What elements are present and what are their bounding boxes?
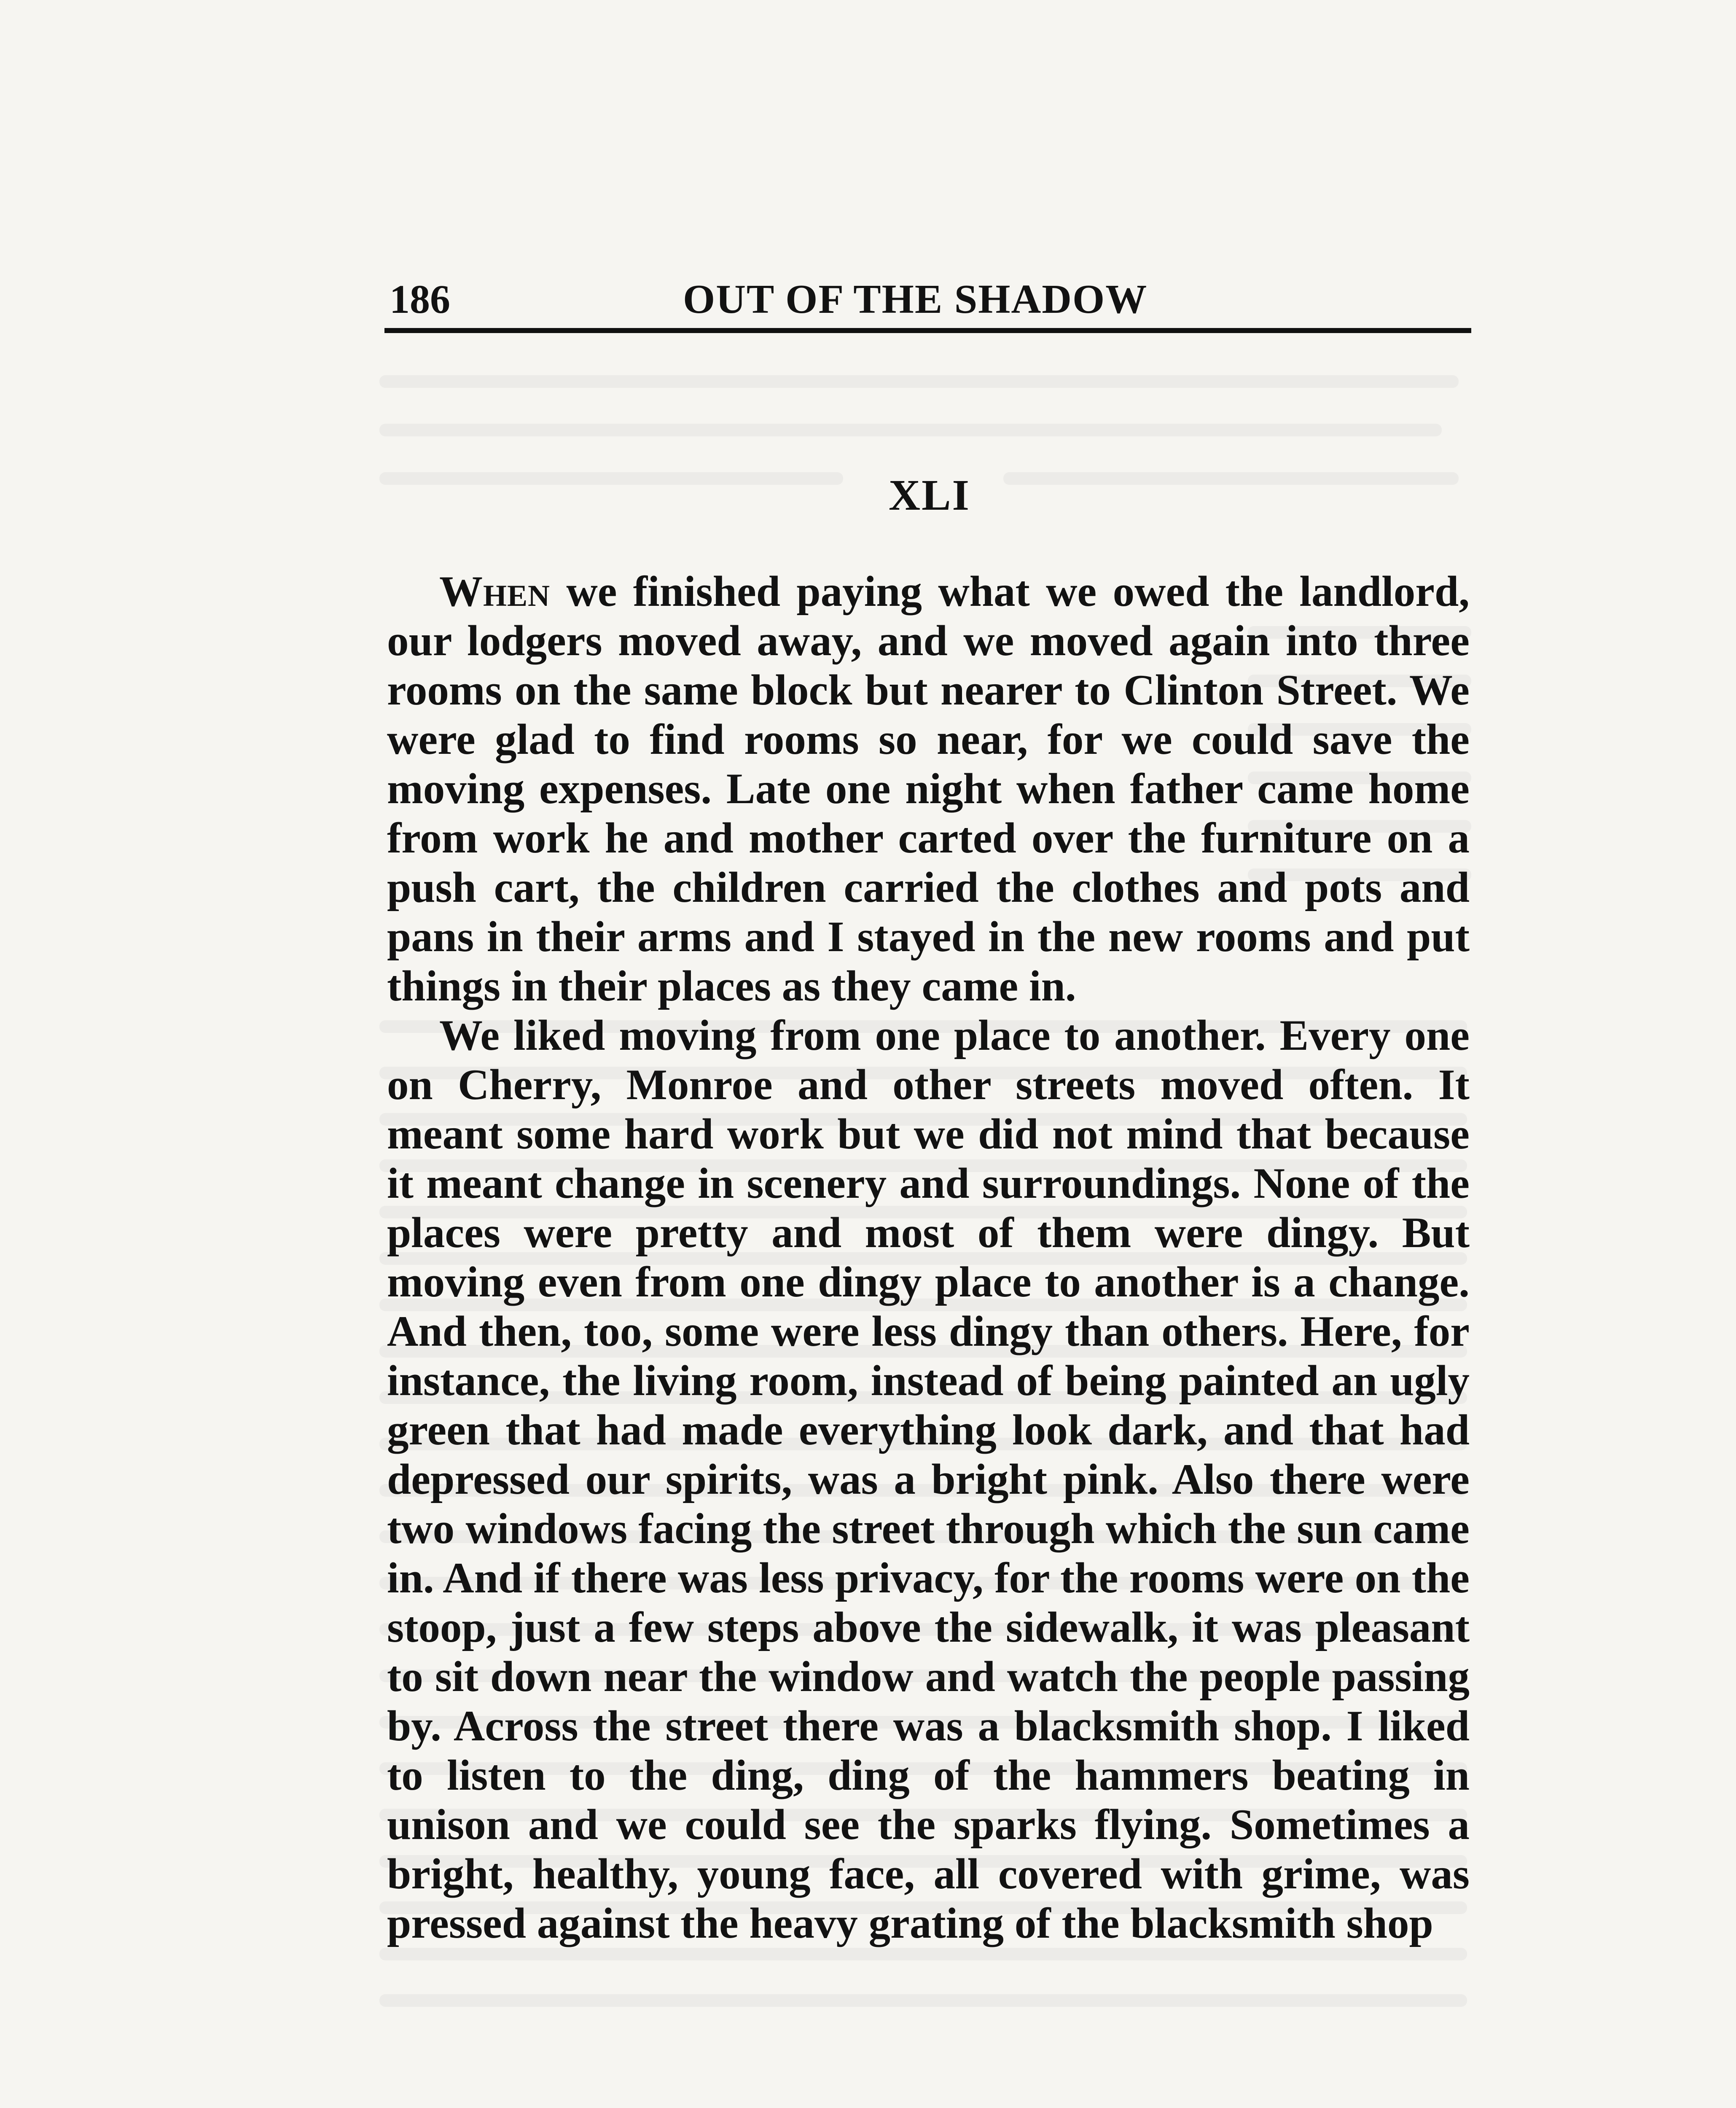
running-title: OUT OF THE SHADOW — [683, 277, 1148, 322]
header-rule — [384, 328, 1471, 333]
chapter-text — [387, 567, 1470, 1948]
paragraph-2: We liked moving from one place to another. Every one on Cherry, Monroe and other streets moved often. It meant some hard work but we did not mind that because it meant change in scenery and surroundings. None of the places were pretty and most of them were dingy. But moving even from one dingy place to another is a change. And then, too, some were less dingy than others. Here, for instance, the living room, instead of being painted an ugly green that had made everything look dark, and that had depressed our spirits, was a bright pink. Also there were two windows facing the street through which the sun came in. And if there was less privacy, for the rooms were on the stoop, just a few steps above the sidewalk, it was pleasant to sit down near the window and watch the people passing by. Across the street there was a blacksmith shop. I liked to listen to the ding, ding of the hammers beating in unison and we could see the sparks flying. Sometimes a bright, healthy, young face, all covered with grime, was pressed against the heavy grating of the blacksmith shop — [387, 1011, 1470, 1947]
paragraph-1-text: we finished paying what we owed the landlord, our lodgers moved away, and we moved again into three rooms on the same block but nearer to Clinton Street. We were glad to find rooms so near, for we could save the moving expenses. Late one night when father came home from work he and mother carted over the furniture on a push cart, the children carried the clothes and pots and pans in their arms and I stayed in the new rooms and put things in their places as they came in. — [387, 567, 1470, 1010]
running-header — [384, 266, 1472, 329]
paragraph-lead-word: When — [439, 567, 551, 616]
chapter-heading: XLI — [889, 471, 970, 519]
page-number: 186 — [390, 277, 450, 322]
paragraph-1 — [387, 567, 1470, 1011]
